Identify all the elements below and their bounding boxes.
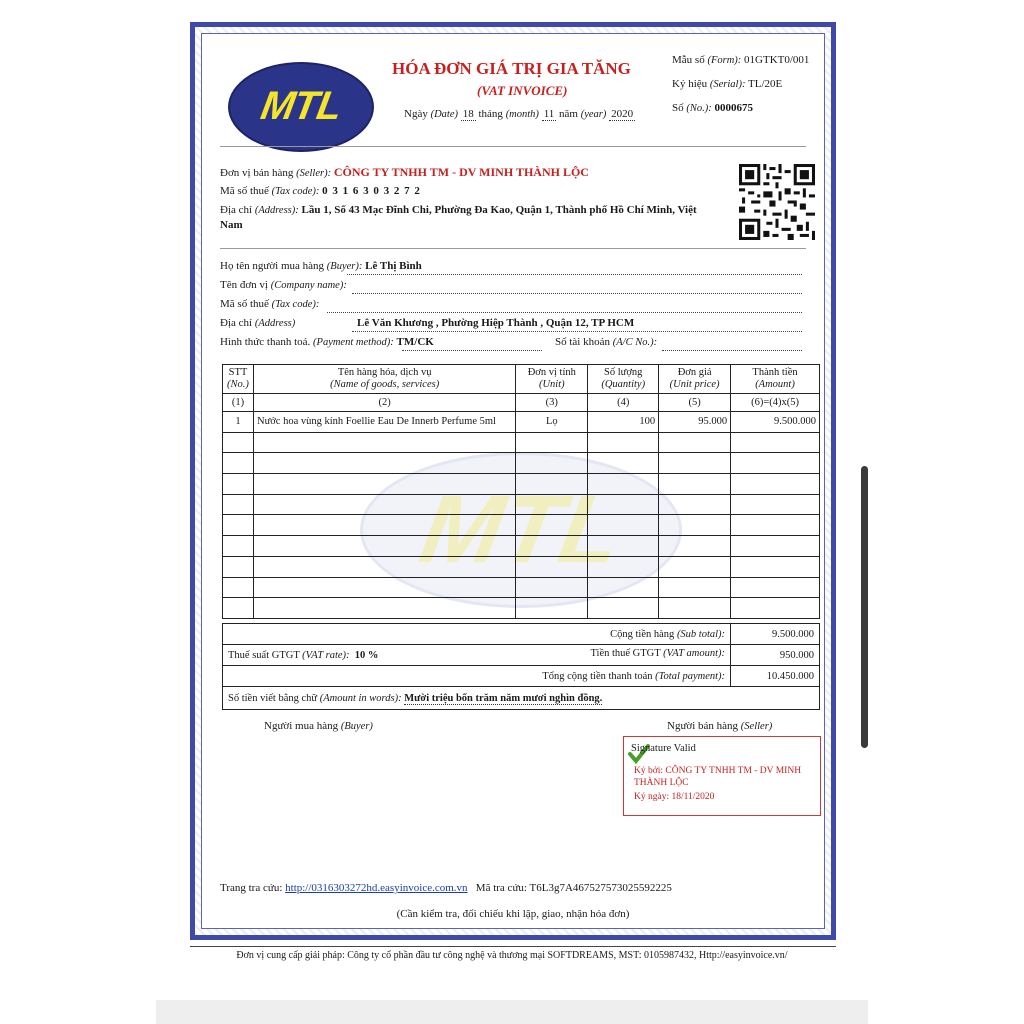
items-table (222, 364, 820, 619)
provider-line: Đơn vị cung cấp giải pháp: Công ty cổ phần đầu tư công nghệ và thương mại SOFTDREAMS, MST: 0105987432, Http://easyinvoice.vn/ (236, 950, 788, 961)
seller-tax-code: 0 3 1 6 3 0 3 2 7 2 (322, 185, 421, 197)
dotted-line (402, 350, 542, 351)
divider (220, 146, 806, 147)
vat-amount-value: 950.000 (731, 645, 820, 666)
lookup-code: T6L3g7A467527573025592225 (529, 882, 672, 894)
lookup-link[interactable]: http://0316303272hd.easyinvoice.com.vn (285, 882, 468, 894)
date-month: 11 (543, 108, 555, 120)
dotted-line (352, 331, 802, 332)
digital-signature-box (623, 736, 821, 816)
total-value: 10.450.000 (731, 666, 820, 687)
subtotal-value: 9.500.000 (731, 624, 820, 645)
seller-address-line2: Nam (220, 219, 243, 231)
dotted-line (347, 274, 802, 275)
seller-address-line: Địa chỉ (Address): Lầu 1, Số 43 Mạc Đĩnh Chi, Phường Đa Kao, Quận 1, Thành phố Hồ Chí Minh, Việt (220, 204, 697, 216)
lookup-line: Trang tra cứu: http://0316303272hd.easyinvoice.com.vn Mã tra cứu: T6L3g7A467527573025592225 (220, 882, 672, 894)
table-row-empty (223, 453, 820, 474)
table-row-empty (223, 515, 820, 536)
signature-valid: Signature Valid (631, 743, 696, 754)
total-row: Tổng cộng tiền thanh toán (Total payment): 10.450.000 (223, 666, 820, 687)
table-row: 1 Nước hoa vùng kính Foellie Eau De Innerb Perfume 5ml Lọ 100 95.000 9.500.000 (223, 412, 820, 433)
vat-rate: Thuế suất GTGT (VAT rate): 10 % (228, 649, 379, 661)
col-header-unit-price: Đơn giá (Unit price) (659, 365, 731, 394)
dotted-line (352, 293, 802, 294)
watermark-logo: MTL (360, 452, 682, 608)
check-note: (Cần kiểm tra, đối chiếu khi lập, giao, nhận hóa đơn) (396, 908, 630, 920)
col-header-no: STT (No.) (223, 365, 254, 394)
amount-in-words: Mười triệu bốn trăm năm mươi nghìn đồng. (404, 692, 603, 704)
invoice-frame (190, 22, 836, 940)
buyer-address: Lê Văn Khương , Phường Hiệp Thành , Quận 12, TP HCM (357, 317, 635, 329)
table-row-empty (223, 494, 820, 515)
buyer-name: Lê Thị Bình (365, 260, 422, 272)
serial-number: Ký hiệu (Serial): TL/20E (672, 78, 783, 90)
table-row-empty (223, 474, 820, 495)
dotted-line (327, 312, 802, 313)
invoice-date: Ngày (Date) 18 tháng (month) 11 năm (year) 2020 (404, 108, 634, 120)
col-header-quantity: Số lượng (Quantity) (588, 365, 659, 394)
invoice-subtitle: (VAT INVOICE) (477, 83, 568, 98)
signed-by: Ký bởi: CÔNG TY TNHH TM - DV MINH THÀNH LỘC (634, 766, 802, 788)
account-number-line: Số tài khoản (A/C No.): (555, 336, 658, 348)
signed-date: Ký ngày: 18/11/2020 (634, 792, 715, 802)
table-row-empty (223, 577, 820, 598)
buyer-signature-label: Người mua hàng (Buyer) (264, 720, 373, 732)
amount-in-words-row: Số tiền viết bằng chữ (Amount in words): Mười triệu bốn trăm năm mươi nghìn đồng. (223, 687, 820, 710)
date-year: 2020 (611, 108, 634, 120)
seller-name: CÔNG TY TNHH TM - DV MINH THÀNH LỘC (333, 165, 589, 179)
vat-row (223, 645, 820, 666)
buyer-company-line: Tên đơn vị (Company name): (220, 279, 347, 291)
table-row-empty (223, 536, 820, 557)
seller-name-line: Đơn vị bán hàng (Seller): CÔNG TY TNHH TM - DV MINH THÀNH LỘC (220, 165, 589, 179)
buyer-name-line: Họ tên người mua hàng (Buyer): Lê Thị Bình (220, 260, 422, 272)
buyer-tax-line: Mã số thuế (Tax code): (220, 298, 320, 310)
col-header-unit: Đơn vị tính (Unit) (516, 365, 588, 394)
seller-tax-line: Mã số thuế (Tax code): 0 3 1 6 3 0 3 2 7 2 (220, 185, 421, 197)
subtotal-row: Cộng tiền hàng (Sub total): 9.500.000 (223, 624, 820, 645)
col-header-name: Tên hàng hóa, dịch vụ (Name of goods, services) (253, 365, 515, 394)
table-index-row: (1) (2) (3) (4) (5) (6)=(4)x(5) (223, 394, 820, 412)
dotted-line (662, 350, 802, 351)
vat-amount-label: Tiền thuế GTGT (VAT amount): (590, 648, 726, 659)
page-bottom-bar (156, 1000, 868, 1024)
table-row-empty (223, 432, 820, 453)
summary-table (222, 623, 820, 710)
scrollbar[interactable] (861, 466, 868, 748)
form-number: Mẫu số (Form): 01GTKT0/001 (672, 54, 810, 66)
qr-code (739, 164, 815, 240)
seller-signature-label: Người bán hàng (Seller) (667, 720, 773, 732)
payment-method-line: Hình thức thanh toá. (Payment method): TM/CK (220, 336, 434, 348)
date-day: 18 (462, 108, 474, 120)
invoice-title: HÓA ĐƠN GIÁ TRỊ GIA TĂNG (392, 59, 631, 78)
invoice-number: Số (No.): 0000675 (672, 102, 753, 114)
company-logo: MTL (228, 62, 374, 152)
divider (190, 946, 836, 947)
seller-address: Lầu 1, Số 43 Mạc Đĩnh Chi, Phường Đa Kao, Quận 1, Thành phố Hồ Chí Minh, Việt (301, 204, 697, 216)
divider (220, 248, 806, 249)
table-row-empty (223, 556, 820, 577)
invoice-body (201, 33, 825, 929)
table-header-row (223, 365, 820, 394)
table-row-empty (223, 598, 820, 619)
payment-method: TM/CK (396, 336, 434, 348)
buyer-address-line: Địa chỉ (Address) (220, 317, 296, 329)
col-header-amount: Thành tiền (Amount) (731, 365, 820, 394)
